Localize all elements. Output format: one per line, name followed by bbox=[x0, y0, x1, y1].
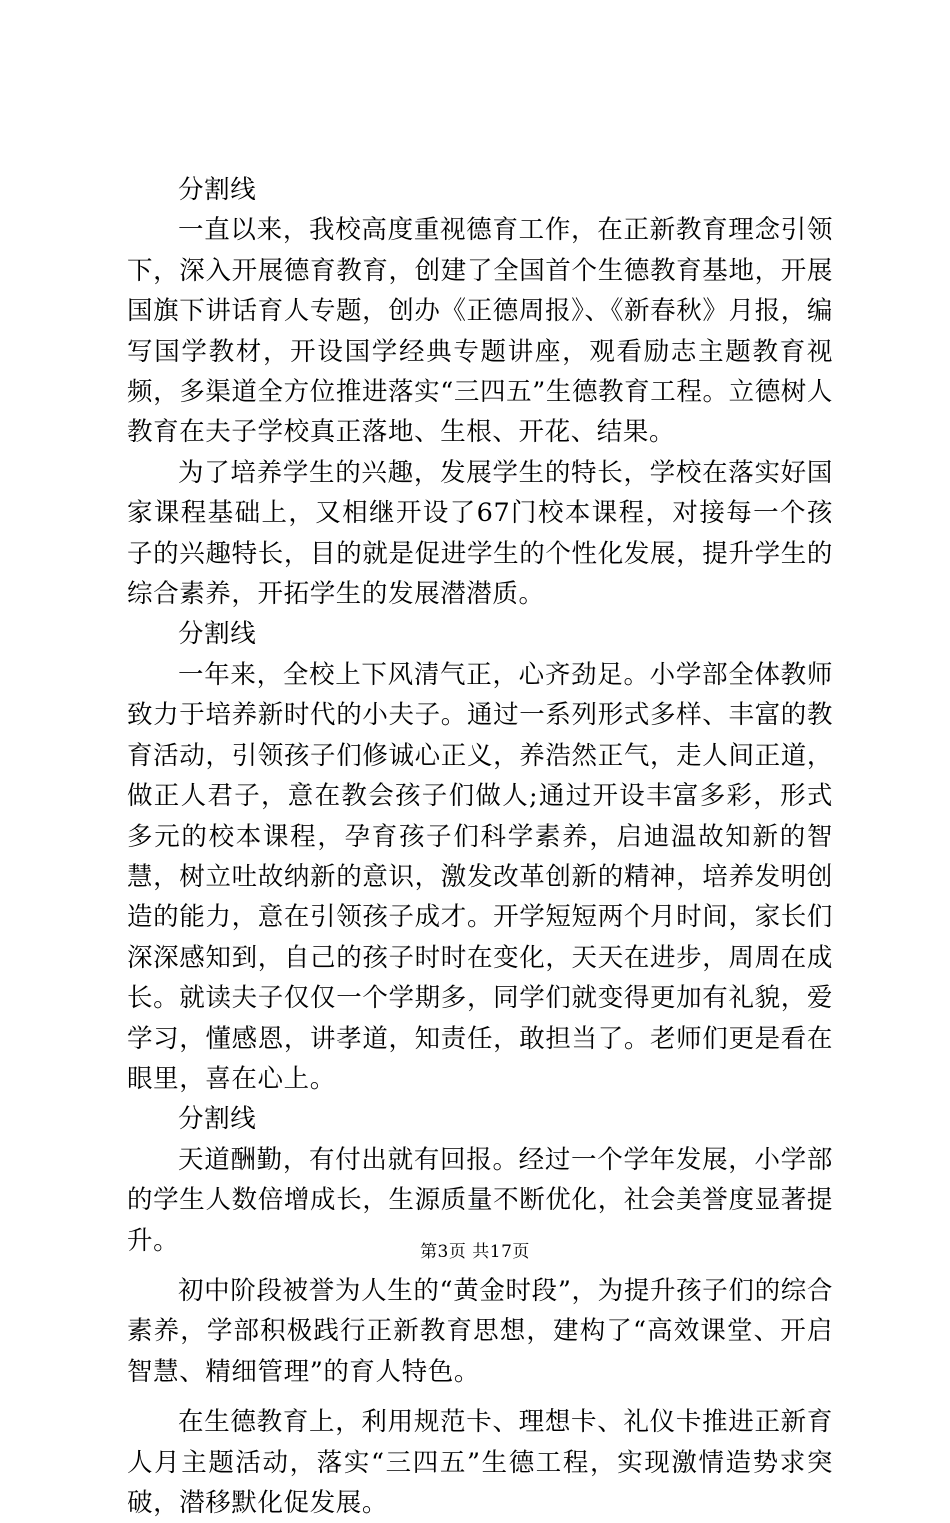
body-paragraph: 天道酬勤，有付出就有回报。经过一个学年发展，小学部的学生人数倍增成长，生源质量不断优化，社会美誉度显著提升。 bbox=[127, 1144, 833, 1256]
body-paragraph: 在生德教育上，利用规范卡、理想卡、礼仪卡推进正新育人月主题活动，落实“三四五”生德工程，实现激情造势求突破，潜移默化促发展。 bbox=[127, 1407, 833, 1518]
section-divider-label: 分割线 bbox=[178, 619, 257, 650]
document-body bbox=[127, 170, 833, 1523]
section-divider-label: 分割线 bbox=[178, 175, 257, 205]
section-divider-label: 分割线 bbox=[178, 1104, 257, 1135]
page-footer: 第3页 共17页 bbox=[420, 1242, 530, 1262]
body-paragraph: 初中阶段被誉为人生的“黄金时段”，为提升孩子们的综合素养，学部积极践行正新教育思想，建构了“高效课堂、开启智慧、精细管理”的育人特色。 bbox=[127, 1275, 833, 1387]
paragraph-gap bbox=[127, 1392, 833, 1402]
body-paragraph: 为了培养学生的兴趣，发展学生的特长，学校在落实好国家课程基础上，又相继开设了67门校本课程，对接每一个孩子的兴趣特长，目的就是促进学生的个性化发展，提升学生的综合素养，开拓学生的发展潜潜质。 bbox=[127, 457, 833, 610]
body-paragraph: 一直以来，我校高度重视德育工作，在正新教育理念引领下，深入开展德育教育，创建了全国首个生德教育基地，开展国旗下讲话育人专题，创办《正德周报》、《新春秋》月报，编写国学教材，开设国学经典专题讲座，观看励志主题教育视频，多渠道全方位推进落实“三四五”生德教育工程。立德树人教育在夫子学校真正落地、生根、开花、结果。 bbox=[127, 215, 833, 448]
body-paragraph: 一年来，全校上下风清气正，心齐劲足。小学部全体教师致力于培养新时代的小夫子。通过一系列形式多样、丰富的教育活动，引领孩子们修诚心正义，养浩然正气，走人间正道，做正人君子，意在教会孩子们做人;通过开设丰富多彩，形式多元的校本课程，孕育孩子们科学素养，启迪温故知新的智慧，树立吐故纳新的意识，激发改革创新的精神，培养发明创造的能力，意在引领孩子成才。开学短短两个月时间，家长们深深感知到，自己的孩子时时在变化，天天在进步，周周在成长。就读夫子仅仅一个学期多，同学们就变得更加有礼貌，爱学习，懂感恩，讲孝道，知责任，敢担当了。老师们更是看在眼里，喜在心上。 bbox=[127, 659, 833, 1094]
